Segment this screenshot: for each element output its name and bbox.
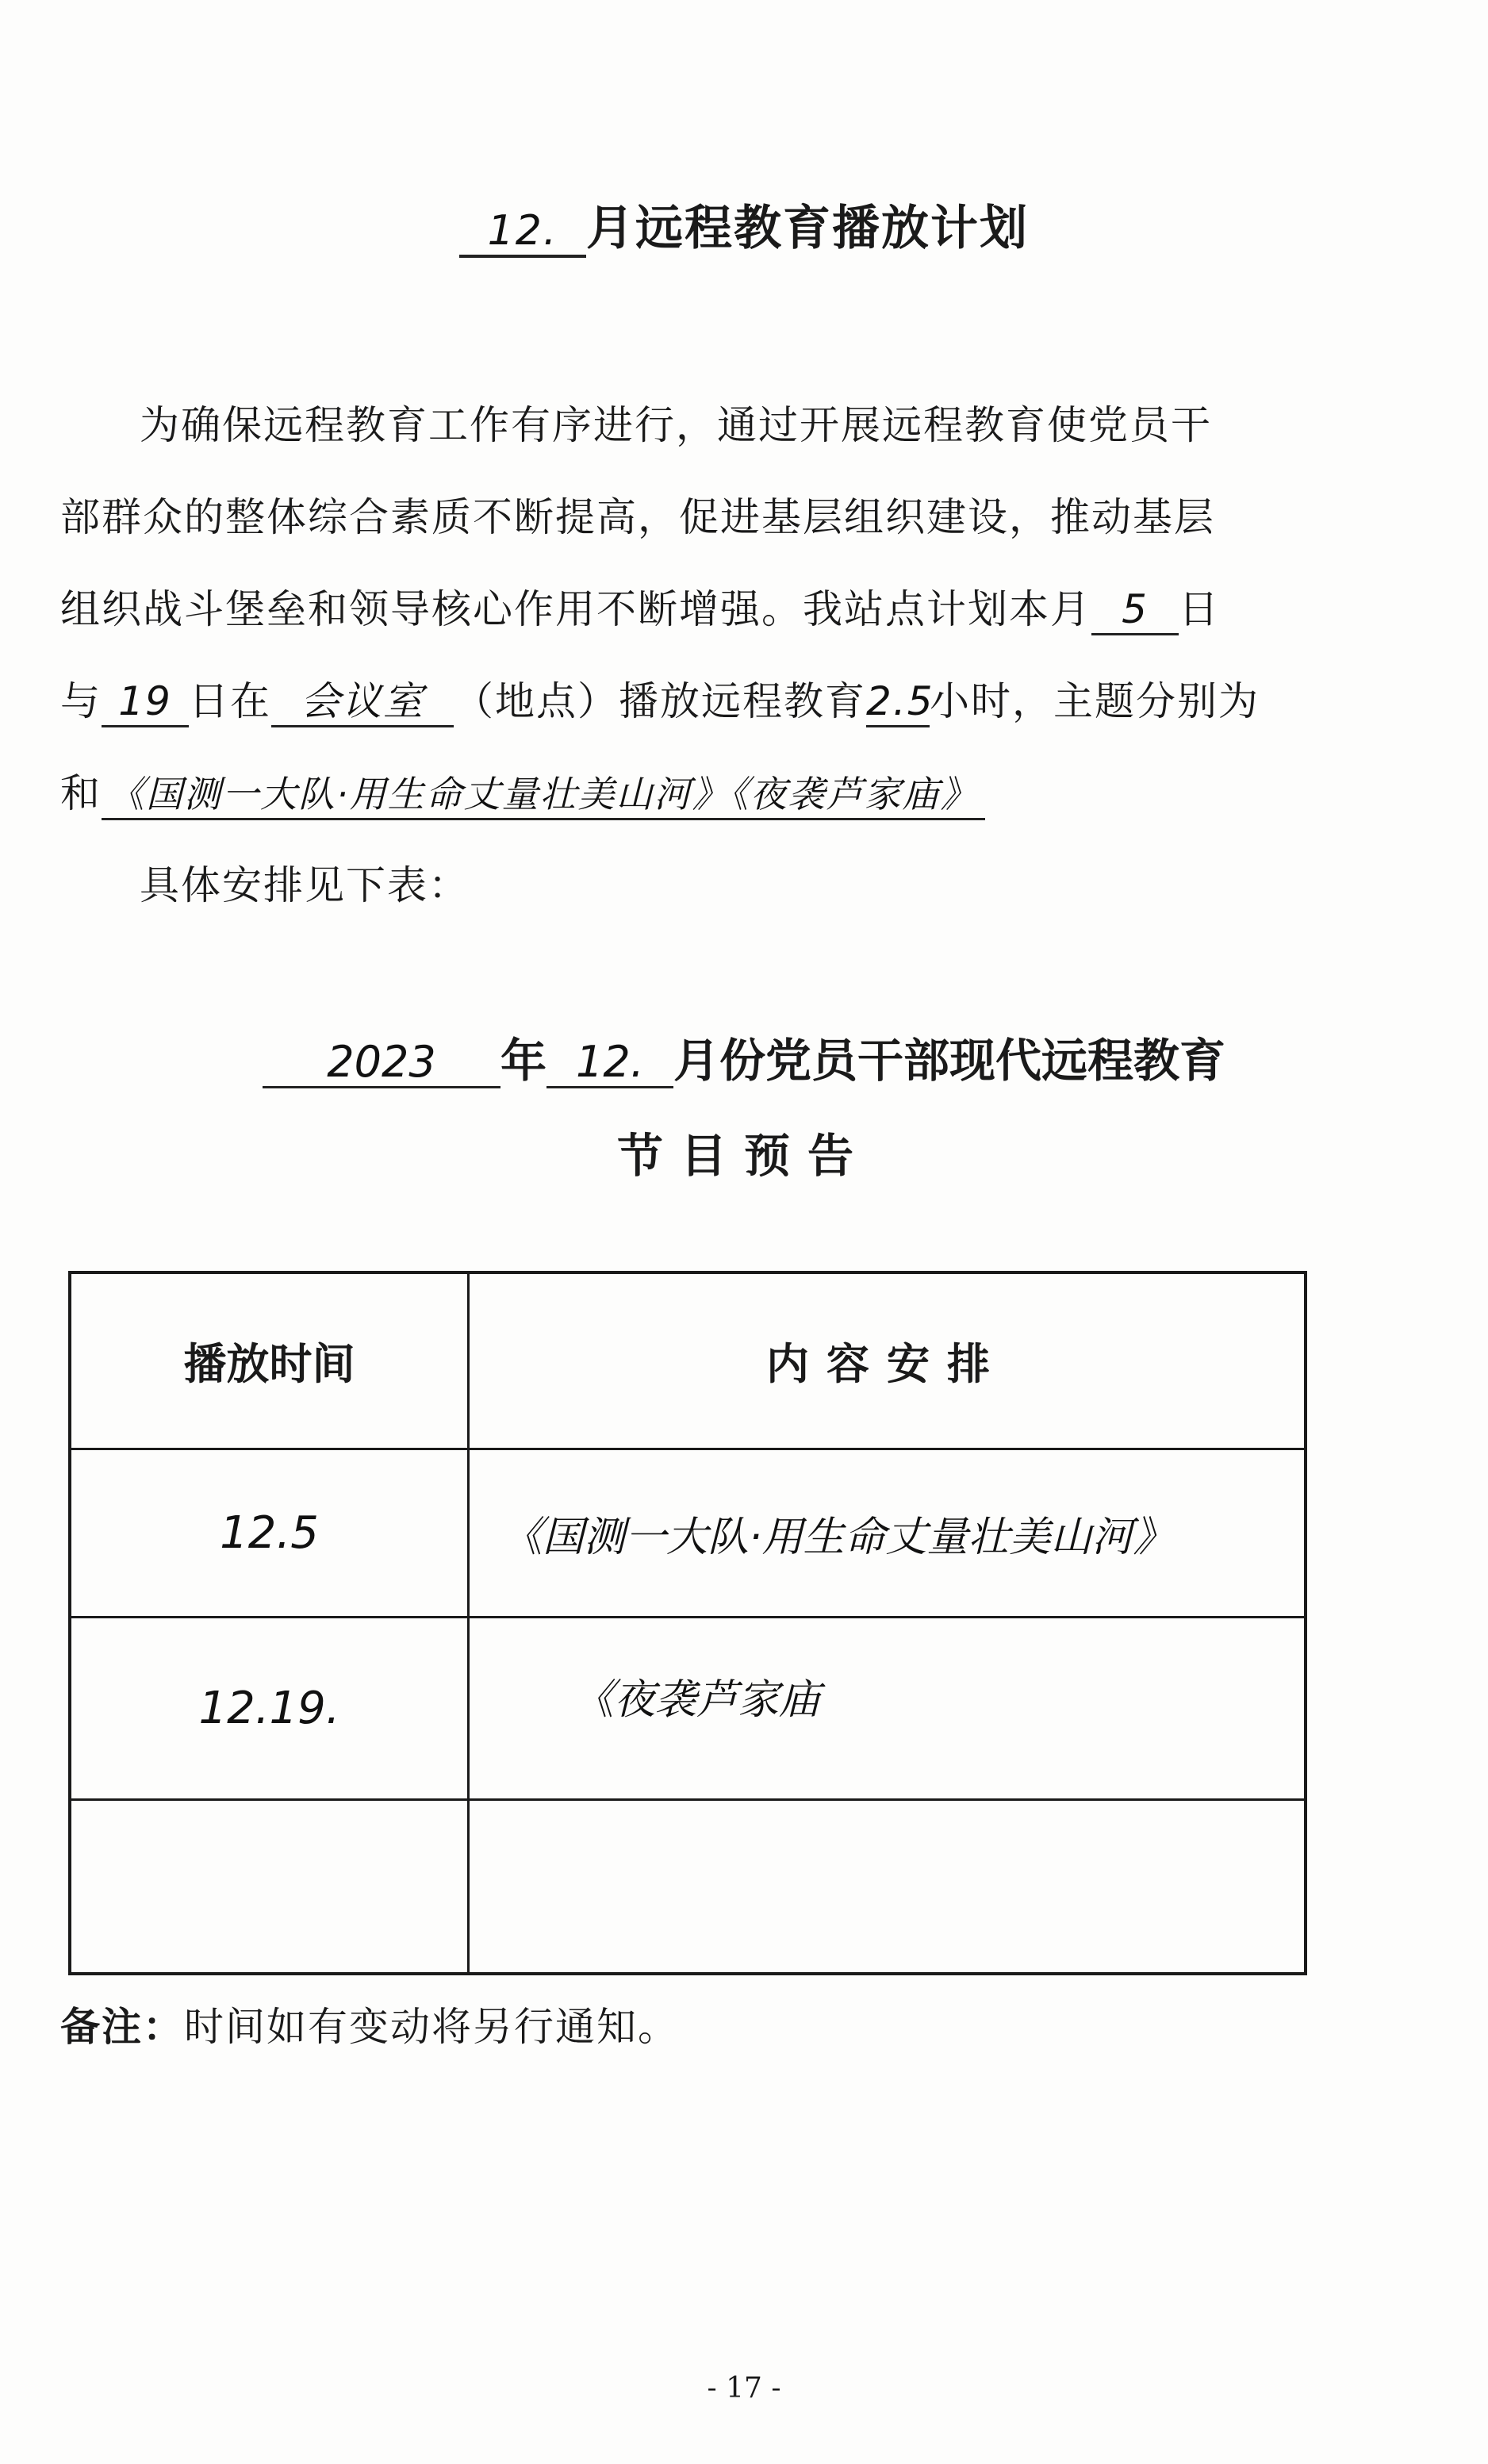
paragraph-line-6: 具体安排见下表：: [140, 862, 470, 908]
year-unit: 年: [500, 1034, 546, 1088]
paragraph-line-3-text: 组织战斗堡垒和领导核心作用不断增强。我站点计划本月: [60, 586, 1091, 632]
page-title: [0, 190, 1488, 259]
row-2-time: 12.19.: [71, 1618, 470, 1801]
topics-blank: 《国测一大队·用生命丈量壮美山河》《夜袭芦家庙》: [102, 770, 985, 820]
remark-text: 时间如有变动将另行通知。: [184, 2004, 679, 2050]
day1-blank: 5: [1091, 585, 1179, 635]
page-number: - 17 -: [707, 2372, 781, 2405]
title-month-blank: 12.: [459, 207, 586, 258]
program-title: [0, 1023, 1488, 1090]
title-text: 月远程教育播放计划: [586, 201, 1029, 256]
schedule-table: [68, 1271, 1307, 1975]
paragraph-line-4-end: 小时，主题分别为: [930, 678, 1260, 724]
paragraph-line-4-start: 与: [60, 678, 102, 724]
row-1-time: 12.5: [71, 1450, 470, 1618]
paragraph-line-4-location: （地点）播放远程教育: [454, 678, 866, 724]
hours-blank: 2.5: [866, 677, 930, 727]
paragraph-line-3-end: 日: [1179, 586, 1220, 632]
paragraph-line-2: 部群众的整体综合素质不断提高，促进基层组织建设，推动基层: [60, 494, 1215, 540]
remark-label: 备注：: [60, 2004, 184, 2050]
year-blank: 2023: [263, 1038, 500, 1088]
header-content: 内容安排: [470, 1274, 1304, 1450]
day2-blank: 19: [102, 677, 189, 727]
program-subtitle: 节目预告: [616, 1129, 871, 1183]
row-3-content: [470, 1801, 1304, 1972]
row-3-time: [71, 1801, 470, 1972]
paragraph-line-4: [60, 655, 1329, 747]
paragraph-line-4-mid: 日在: [189, 678, 271, 724]
row-1-content: 《国测一大队·用生命丈量壮美山河》: [470, 1450, 1304, 1618]
row-2-content: 《夜袭芦家庙: [470, 1618, 1304, 1801]
place-blank: 会议室: [271, 677, 454, 727]
program-month-blank: 12.: [546, 1038, 673, 1088]
header-time: 播放时间: [71, 1274, 470, 1450]
paragraph-line-3: [60, 563, 1329, 655]
paragraph-line-5: [60, 747, 1329, 839]
intro-paragraph: [60, 379, 1329, 931]
paragraph-line-5-start: 和: [60, 770, 102, 816]
remark: [60, 1995, 679, 2052]
program-title-text: 月份党员干部现代远程教育: [673, 1034, 1226, 1088]
paragraph-line-1: 为确保远程教育工作有序进行，通过开展远程教育使党员干: [140, 402, 1212, 448]
